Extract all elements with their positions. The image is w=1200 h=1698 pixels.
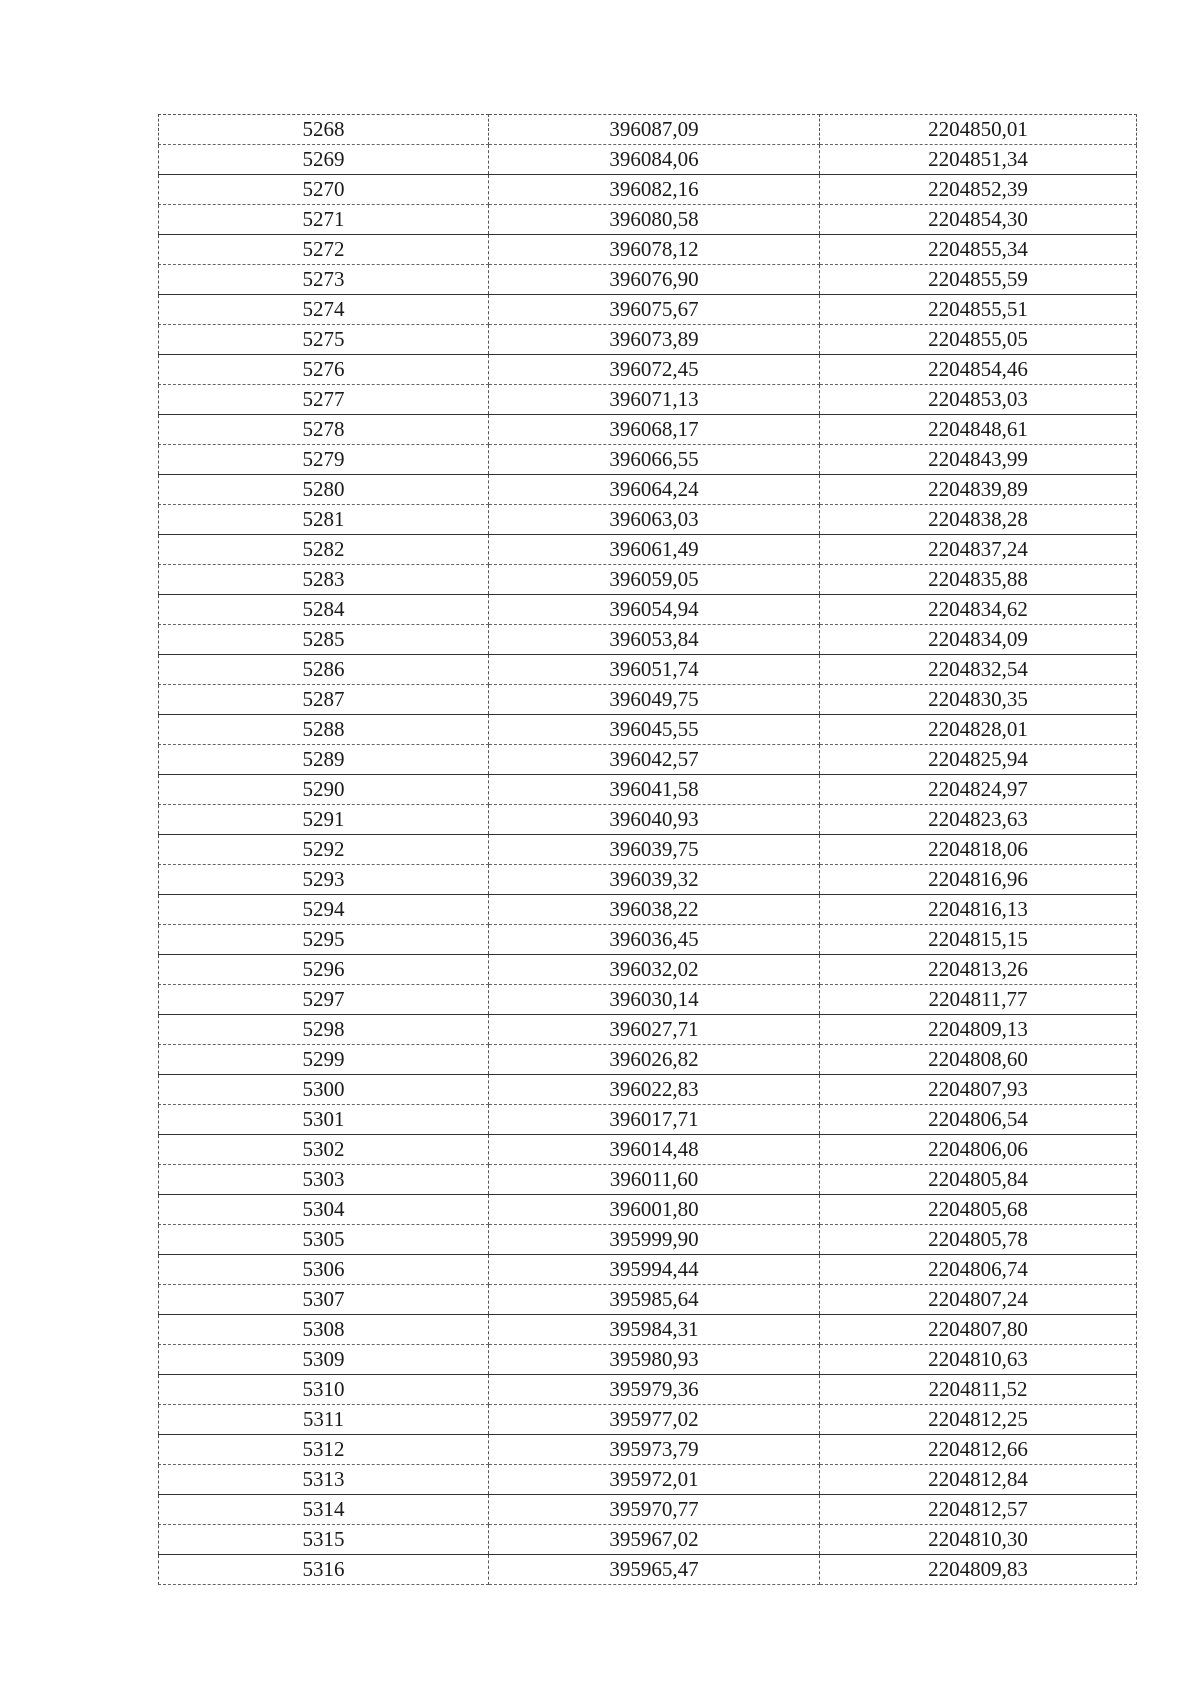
table-row [159,865,1137,895]
point-number-cell: 5308 [159,1315,489,1345]
y-coordinate-cell: 2204828,01 [820,715,1137,745]
table-row [159,1465,1137,1495]
point-number-cell: 5268 [159,115,489,145]
table-row [159,1255,1137,1285]
table-row [159,115,1137,145]
table-row [159,895,1137,925]
table-row [159,835,1137,865]
x-coordinate-cell: 396039,75 [489,835,820,865]
table-row [159,265,1137,295]
y-coordinate-cell: 2204816,13 [820,895,1137,925]
x-coordinate-cell: 396017,71 [489,1105,820,1135]
y-coordinate-cell: 2204813,26 [820,955,1137,985]
x-coordinate-cell: 395979,36 [489,1375,820,1405]
point-number-cell: 5284 [159,595,489,625]
table-row [159,145,1137,175]
x-coordinate-cell: 396059,05 [489,565,820,595]
y-coordinate-cell: 2204834,09 [820,625,1137,655]
table-row [159,715,1137,745]
y-coordinate-cell: 2204809,13 [820,1015,1137,1045]
table-row [159,235,1137,265]
x-coordinate-cell: 396038,22 [489,895,820,925]
point-number-cell: 5272 [159,235,489,265]
point-number-cell: 5292 [159,835,489,865]
point-number-cell: 5287 [159,685,489,715]
y-coordinate-cell: 2204854,46 [820,355,1137,385]
y-coordinate-cell: 2204805,68 [820,1195,1137,1225]
x-coordinate-cell: 396045,55 [489,715,820,745]
point-number-cell: 5298 [159,1015,489,1045]
x-coordinate-cell: 396026,82 [489,1045,820,1075]
y-coordinate-cell: 2204855,59 [820,265,1137,295]
y-coordinate-cell: 2204825,94 [820,745,1137,775]
table-row [159,1315,1137,1345]
table-row [159,1345,1137,1375]
x-coordinate-cell: 395970,77 [489,1495,820,1525]
x-coordinate-cell: 396082,16 [489,175,820,205]
point-number-cell: 5302 [159,1135,489,1165]
table-row [159,655,1137,685]
point-number-cell: 5291 [159,805,489,835]
table-row [159,1525,1137,1555]
point-number-cell: 5305 [159,1225,489,1255]
y-coordinate-cell: 2204837,24 [820,535,1137,565]
point-number-cell: 5307 [159,1285,489,1315]
table-row [159,925,1137,955]
y-coordinate-cell: 2204805,78 [820,1225,1137,1255]
point-number-cell: 5282 [159,535,489,565]
y-coordinate-cell: 2204812,84 [820,1465,1137,1495]
point-number-cell: 5273 [159,265,489,295]
y-coordinate-cell: 2204811,77 [820,985,1137,1015]
x-coordinate-cell: 396080,58 [489,205,820,235]
y-coordinate-cell: 2204808,60 [820,1045,1137,1075]
point-number-cell: 5279 [159,445,489,475]
y-coordinate-cell: 2204843,99 [820,445,1137,475]
point-number-cell: 5285 [159,625,489,655]
point-number-cell: 5288 [159,715,489,745]
table-row [159,355,1137,385]
x-coordinate-cell: 395980,93 [489,1345,820,1375]
point-number-cell: 5271 [159,205,489,235]
y-coordinate-cell: 2204809,83 [820,1555,1137,1585]
table-row [159,205,1137,235]
point-number-cell: 5270 [159,175,489,205]
point-number-cell: 5276 [159,355,489,385]
x-coordinate-cell: 396054,94 [489,595,820,625]
y-coordinate-cell: 2204855,34 [820,235,1137,265]
y-coordinate-cell: 2204815,15 [820,925,1137,955]
y-coordinate-cell: 2204806,54 [820,1105,1137,1135]
table-row [159,775,1137,805]
x-coordinate-cell: 396011,60 [489,1165,820,1195]
x-coordinate-cell: 396032,02 [489,955,820,985]
y-coordinate-cell: 2204807,24 [820,1285,1137,1315]
x-coordinate-cell: 396078,12 [489,235,820,265]
y-coordinate-cell: 2204854,30 [820,205,1137,235]
y-coordinate-cell: 2204839,89 [820,475,1137,505]
x-coordinate-cell: 396084,06 [489,145,820,175]
y-coordinate-cell: 2204855,05 [820,325,1137,355]
table-row [159,1555,1137,1585]
point-number-cell: 5297 [159,985,489,1015]
y-coordinate-cell: 2204812,57 [820,1495,1137,1525]
table-row [159,1225,1137,1255]
x-coordinate-cell: 395984,31 [489,1315,820,1345]
table-row [159,505,1137,535]
point-number-cell: 5315 [159,1525,489,1555]
y-coordinate-cell: 2204851,34 [820,145,1137,175]
point-number-cell: 5312 [159,1435,489,1465]
point-number-cell: 5295 [159,925,489,955]
point-number-cell: 5313 [159,1465,489,1495]
y-coordinate-cell: 2204818,06 [820,835,1137,865]
table-row [159,745,1137,775]
x-coordinate-cell: 395985,64 [489,1285,820,1315]
table-row [159,1405,1137,1435]
point-number-cell: 5300 [159,1075,489,1105]
table-row [159,595,1137,625]
x-coordinate-cell: 396022,83 [489,1075,820,1105]
point-number-cell: 5310 [159,1375,489,1405]
point-number-cell: 5289 [159,745,489,775]
point-number-cell: 5314 [159,1495,489,1525]
point-number-cell: 5274 [159,295,489,325]
point-number-cell: 5316 [159,1555,489,1585]
table-row [159,385,1137,415]
table-row [159,475,1137,505]
table-row [159,685,1137,715]
point-number-cell: 5301 [159,1105,489,1135]
x-coordinate-cell: 396051,74 [489,655,820,685]
point-number-cell: 5281 [159,505,489,535]
coordinates-table-container [158,114,1136,1585]
y-coordinate-cell: 2204807,80 [820,1315,1137,1345]
y-coordinate-cell: 2204810,30 [820,1525,1137,1555]
y-coordinate-cell: 2204806,06 [820,1135,1137,1165]
y-coordinate-cell: 2204835,88 [820,565,1137,595]
y-coordinate-cell: 2204812,25 [820,1405,1137,1435]
x-coordinate-cell: 396068,17 [489,415,820,445]
x-coordinate-cell: 395965,47 [489,1555,820,1585]
x-coordinate-cell: 396039,32 [489,865,820,895]
y-coordinate-cell: 2204807,93 [820,1075,1137,1105]
table-row [159,985,1137,1015]
x-coordinate-cell: 396027,71 [489,1015,820,1045]
x-coordinate-cell: 396064,24 [489,475,820,505]
x-coordinate-cell: 396071,13 [489,385,820,415]
coordinates-table-body [159,115,1137,1585]
table-row [159,415,1137,445]
y-coordinate-cell: 2204811,52 [820,1375,1137,1405]
table-row [159,1495,1137,1525]
x-coordinate-cell: 396072,45 [489,355,820,385]
x-coordinate-cell: 395967,02 [489,1525,820,1555]
x-coordinate-cell: 396075,67 [489,295,820,325]
point-number-cell: 5299 [159,1045,489,1075]
table-row [159,1105,1137,1135]
y-coordinate-cell: 2204805,84 [820,1165,1137,1195]
point-number-cell: 5296 [159,955,489,985]
x-coordinate-cell: 396049,75 [489,685,820,715]
y-coordinate-cell: 2204838,28 [820,505,1137,535]
x-coordinate-cell: 396001,80 [489,1195,820,1225]
x-coordinate-cell: 395999,90 [489,1225,820,1255]
y-coordinate-cell: 2204848,61 [820,415,1137,445]
coordinates-table [158,114,1137,1585]
point-number-cell: 5286 [159,655,489,685]
x-coordinate-cell: 396042,57 [489,745,820,775]
point-number-cell: 5306 [159,1255,489,1285]
table-row [159,565,1137,595]
table-row [159,1375,1137,1405]
x-coordinate-cell: 395973,79 [489,1435,820,1465]
table-row [159,1435,1137,1465]
table-row [159,805,1137,835]
point-number-cell: 5294 [159,895,489,925]
table-row [159,1165,1137,1195]
point-number-cell: 5290 [159,775,489,805]
table-row [159,1135,1137,1165]
y-coordinate-cell: 2204853,03 [820,385,1137,415]
y-coordinate-cell: 2204812,66 [820,1435,1137,1465]
point-number-cell: 5269 [159,145,489,175]
point-number-cell: 5311 [159,1405,489,1435]
table-row [159,1285,1137,1315]
x-coordinate-cell: 396030,14 [489,985,820,1015]
table-row [159,955,1137,985]
point-number-cell: 5283 [159,565,489,595]
x-coordinate-cell: 395994,44 [489,1255,820,1285]
point-number-cell: 5309 [159,1345,489,1375]
x-coordinate-cell: 396061,49 [489,535,820,565]
y-coordinate-cell: 2204823,63 [820,805,1137,835]
table-row [159,535,1137,565]
point-number-cell: 5304 [159,1195,489,1225]
table-row [159,625,1137,655]
table-row [159,445,1137,475]
y-coordinate-cell: 2204855,51 [820,295,1137,325]
point-number-cell: 5280 [159,475,489,505]
table-row [159,1015,1137,1045]
table-row [159,1045,1137,1075]
x-coordinate-cell: 396066,55 [489,445,820,475]
table-row [159,325,1137,355]
y-coordinate-cell: 2204832,54 [820,655,1137,685]
x-coordinate-cell: 396036,45 [489,925,820,955]
x-coordinate-cell: 396053,84 [489,625,820,655]
y-coordinate-cell: 2204810,63 [820,1345,1137,1375]
y-coordinate-cell: 2204852,39 [820,175,1137,205]
y-coordinate-cell: 2204816,96 [820,865,1137,895]
point-number-cell: 5275 [159,325,489,355]
x-coordinate-cell: 396073,89 [489,325,820,355]
table-row [159,295,1137,325]
y-coordinate-cell: 2204806,74 [820,1255,1137,1285]
table-row [159,175,1137,205]
table-row [159,1075,1137,1105]
x-coordinate-cell: 395972,01 [489,1465,820,1495]
point-number-cell: 5277 [159,385,489,415]
point-number-cell: 5293 [159,865,489,895]
point-number-cell: 5278 [159,415,489,445]
x-coordinate-cell: 396041,58 [489,775,820,805]
point-number-cell: 5303 [159,1165,489,1195]
x-coordinate-cell: 395977,02 [489,1405,820,1435]
x-coordinate-cell: 396087,09 [489,115,820,145]
x-coordinate-cell: 396063,03 [489,505,820,535]
table-row [159,1195,1137,1225]
x-coordinate-cell: 396040,93 [489,805,820,835]
x-coordinate-cell: 396076,90 [489,265,820,295]
x-coordinate-cell: 396014,48 [489,1135,820,1165]
y-coordinate-cell: 2204834,62 [820,595,1137,625]
y-coordinate-cell: 2204830,35 [820,685,1137,715]
y-coordinate-cell: 2204850,01 [820,115,1137,145]
y-coordinate-cell: 2204824,97 [820,775,1137,805]
